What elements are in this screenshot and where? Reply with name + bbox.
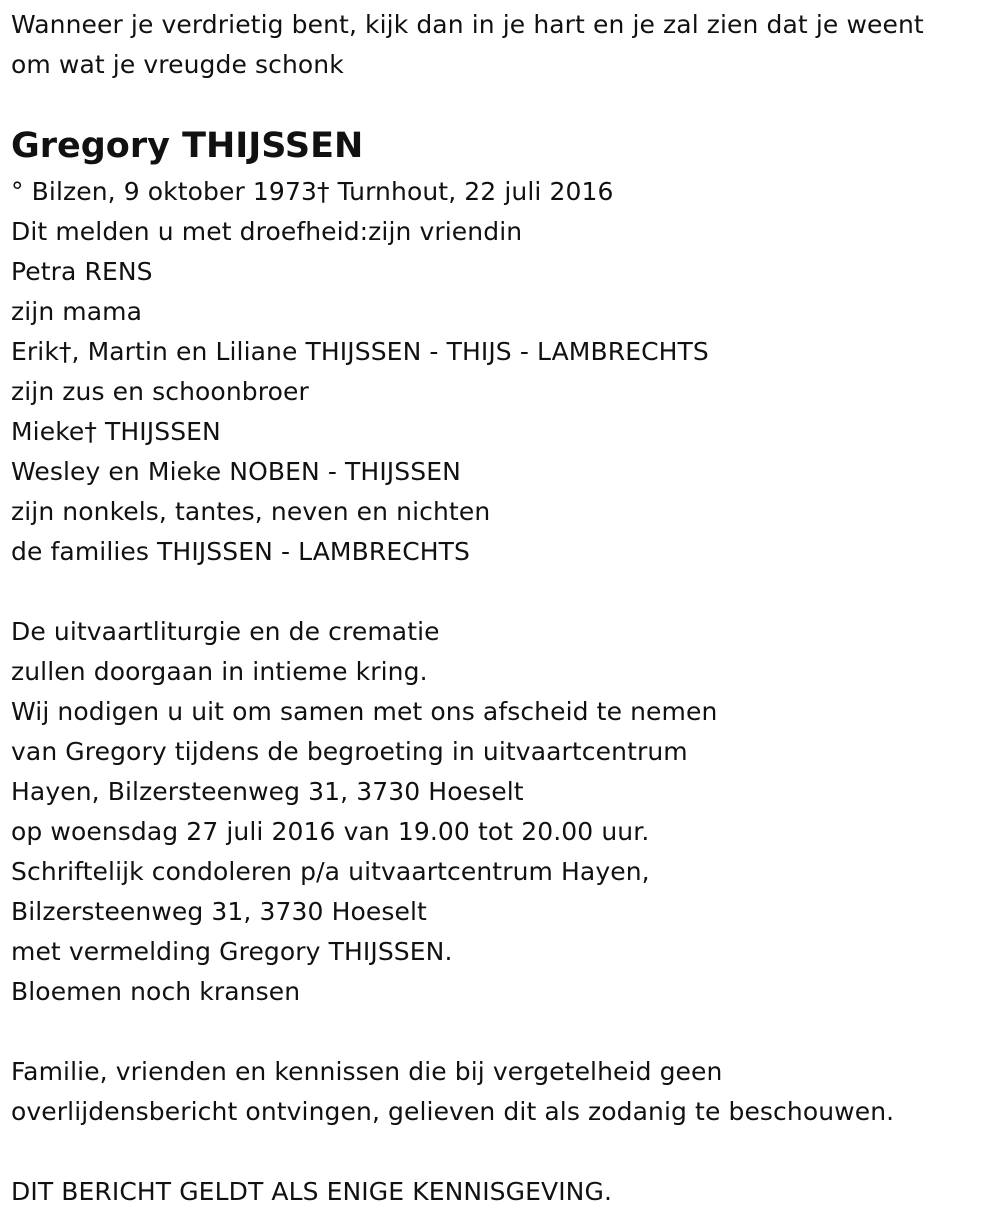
ceremony-line: Bloemen noch kransen <box>11 977 301 1006</box>
family-line: zijn nonkels, tantes, neven en nichten <box>11 497 491 526</box>
ceremony-line: met vermelding Gregory THIJSSEN. <box>11 937 453 966</box>
quote-line: om wat je vreugde schonk <box>11 50 344 79</box>
ceremony-line: Schriftelijk condoleren p/a uitvaartcentrum Hayen, <box>11 857 650 886</box>
family-section <box>11 172 709 572</box>
ceremony-line: van Gregory tijdens de begroeting in uitvaartcentrum <box>11 737 688 766</box>
family-line: Petra RENS <box>11 257 153 286</box>
birth-death-dates: ° Bilzen, 9 oktober 1973† Turnhout, 22 juli 2016 <box>11 177 614 206</box>
ceremony-line: Bilzersteenweg 31, 3730 Hoeselt <box>11 897 427 926</box>
closing-statement <box>11 1172 612 1212</box>
notice-line: overlijdensbericht ontvingen, gelieven dit als zodanig te beschouwen. <box>11 1097 895 1126</box>
notice-section <box>11 1052 894 1132</box>
family-line: Wesley en Mieke NOBEN - THIJSSEN <box>11 457 461 486</box>
family-line: zijn mama <box>11 297 143 326</box>
deceased-name: Gregory THIJSSEN <box>11 126 364 166</box>
ceremony-section <box>11 612 717 1012</box>
family-line: zijn zus en schoonbroer <box>11 377 309 406</box>
ceremony-line: zullen doorgaan in intieme kring. <box>11 657 428 686</box>
notice-line: Familie, vrienden en kennissen die bij vergetelheid geen <box>11 1057 723 1086</box>
family-line: de families THIJSSEN - LAMBRECHTS <box>11 537 471 566</box>
quote-line: Wanneer je verdrietig bent, kijk dan in je hart en je zal zien dat je weent <box>11 10 924 39</box>
memorial-quote <box>11 5 924 85</box>
family-line: Erik†, Martin en Liliane THIJSSEN - THIJS - LAMBRECHTS <box>11 337 709 366</box>
family-line: Mieke† THIJSSEN <box>11 417 221 446</box>
closing-line: DIT BERICHT GELDT ALS ENIGE KENNISGEVING. <box>11 1177 612 1206</box>
family-line: Dit melden u met droefheid:zijn vriendin <box>11 217 523 246</box>
ceremony-line: De uitvaartliturgie en de crematie <box>11 617 440 646</box>
ceremony-line: Wij nodigen u uit om samen met ons afscheid te nemen <box>11 697 718 726</box>
ceremony-line: op woensdag 27 juli 2016 van 19.00 tot 20.00 uur. <box>11 817 650 846</box>
ceremony-line: Hayen, Bilzersteenweg 31, 3730 Hoeselt <box>11 777 524 806</box>
